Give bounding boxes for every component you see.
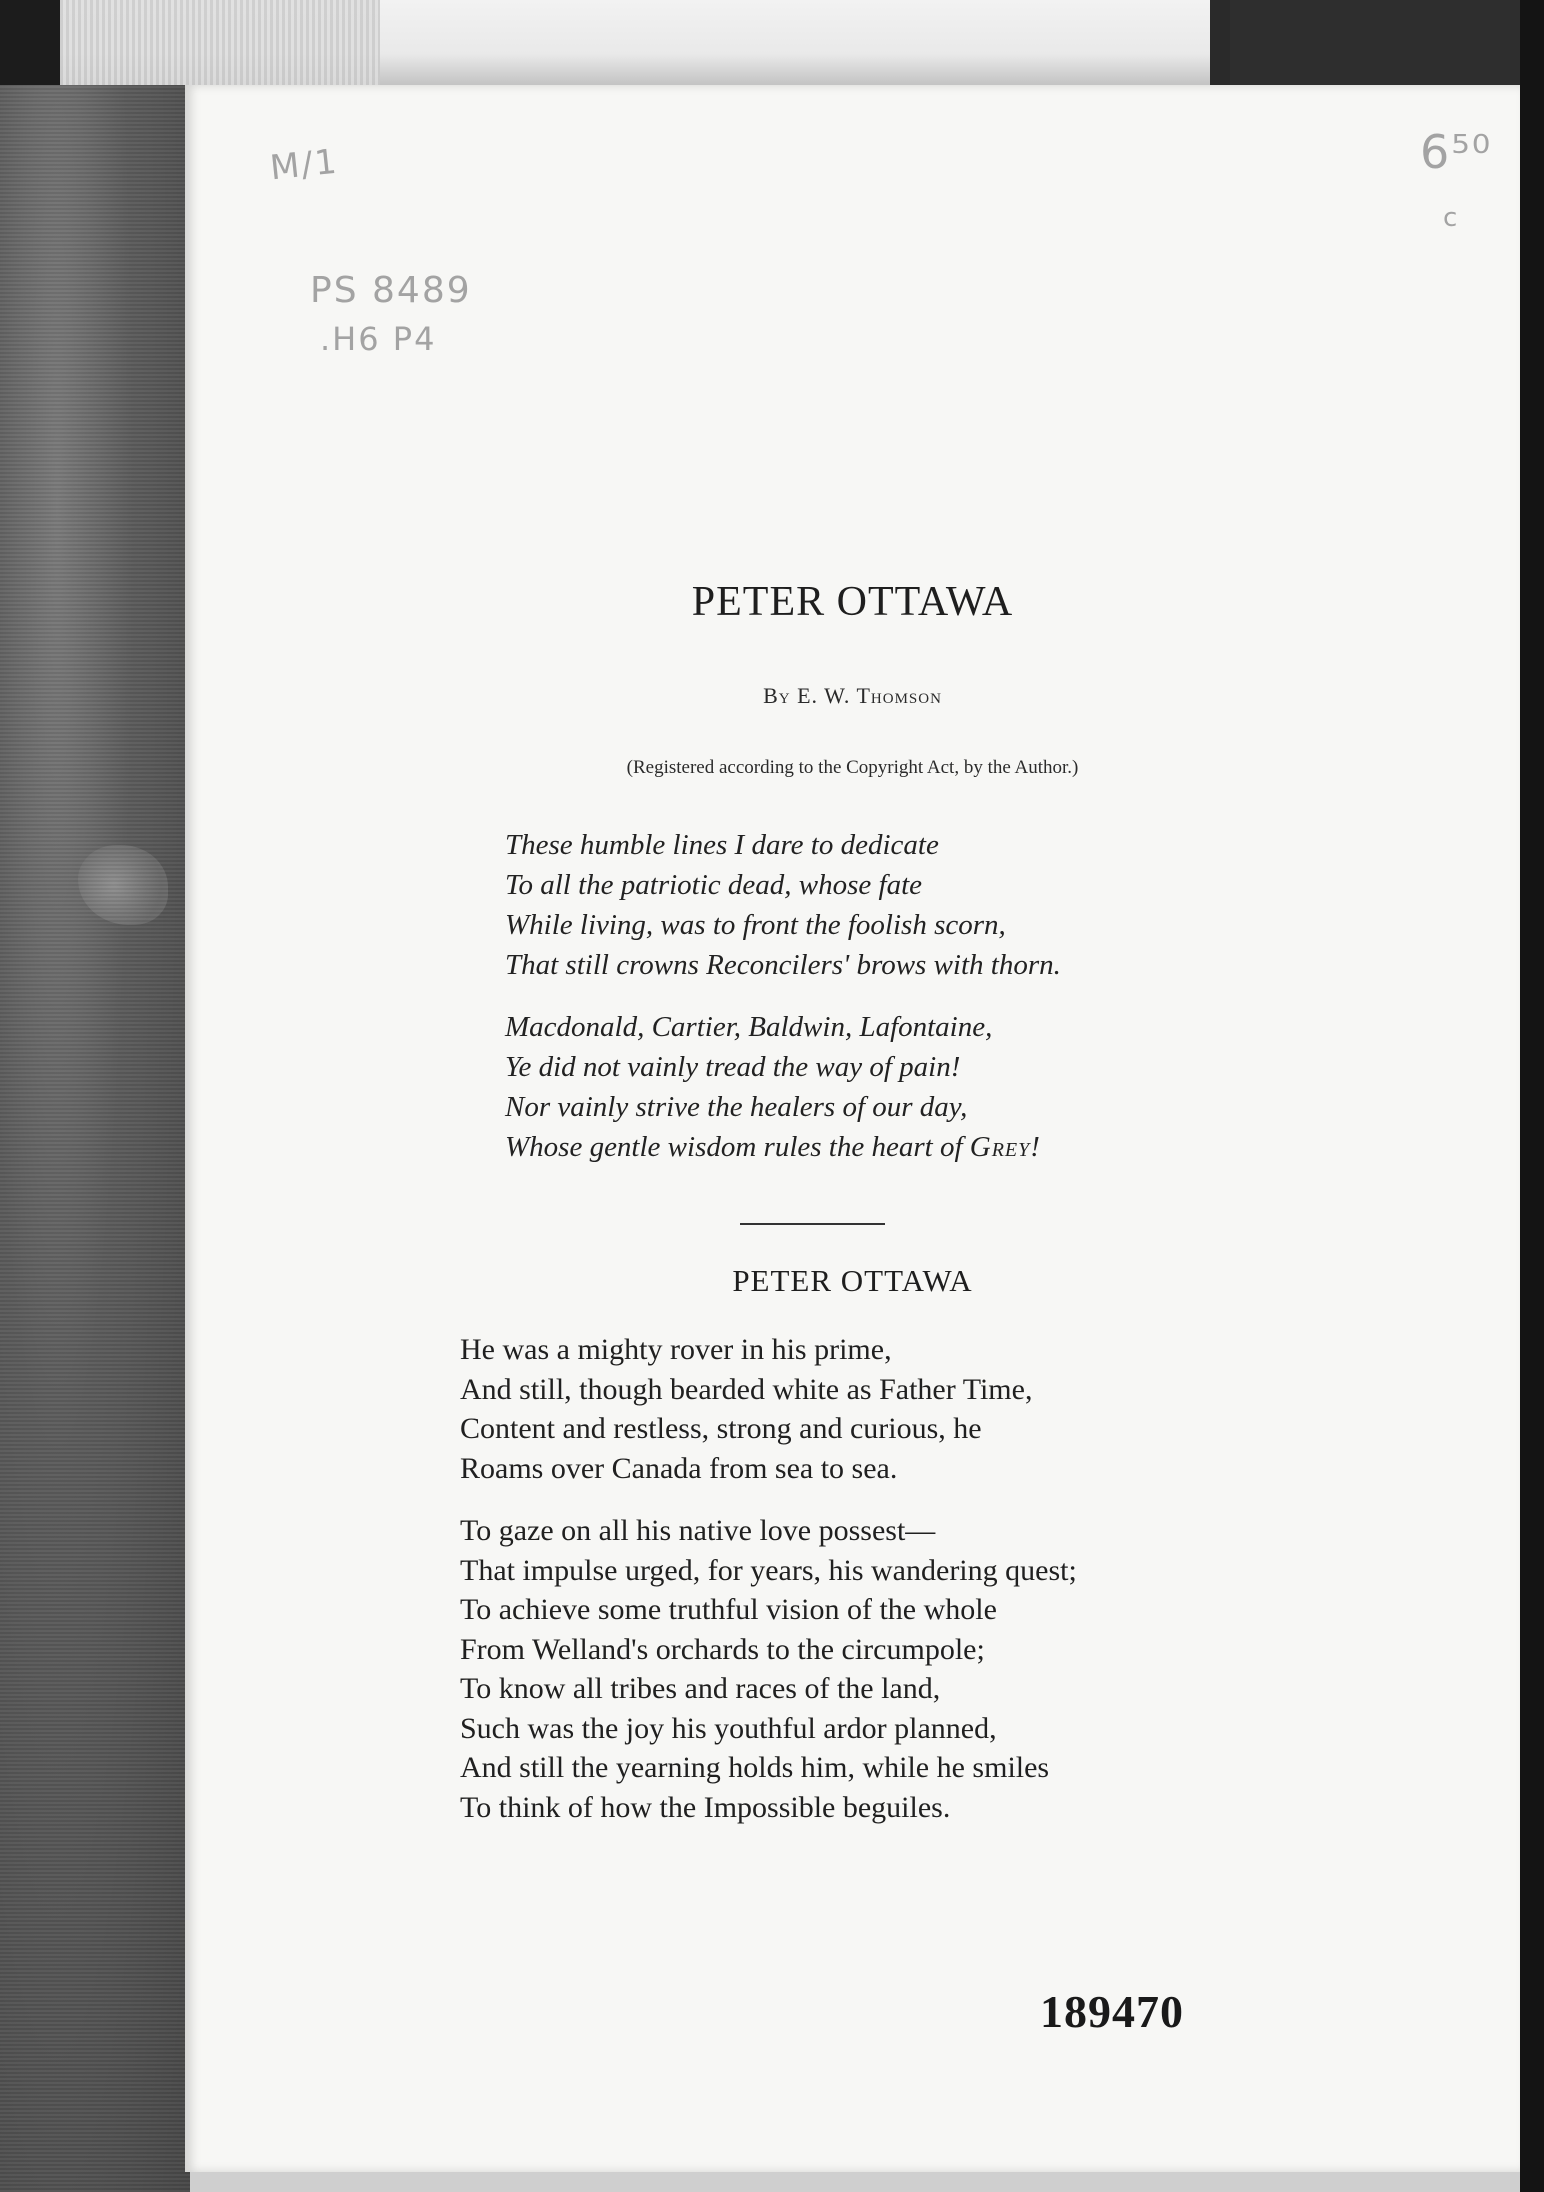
- dedication-line: While living, was to front the foolish scorn,: [505, 909, 1006, 941]
- poem-line: That impulse urged, for years, his wandering quest;: [460, 1553, 1077, 1587]
- book-cover-board: [0, 85, 190, 2192]
- scan-background-bottom: [190, 2172, 1520, 2192]
- document-page: [185, 85, 1520, 2172]
- scan-background-top-right: [1230, 0, 1544, 85]
- dedication-stanza: [505, 1007, 1225, 1167]
- pencil-note-letter: c: [1443, 203, 1460, 233]
- poem-line: He was a mighty rover in his prime,: [460, 1333, 892, 1366]
- scan-edge-right: [1520, 0, 1544, 2192]
- dedication-line: That still crowns Reconcilers' brows with thorn.: [505, 949, 1061, 981]
- dedication-line: Macdonald, Cartier, Baldwin, Lafontaine,: [505, 1011, 993, 1043]
- poem-line: Roams over Canada from sea to sea.: [460, 1451, 898, 1485]
- dedication-line: To all the patriotic dead, whose fate: [505, 869, 923, 901]
- dedication-stanza: [505, 825, 1225, 985]
- poem-line: To achieve some truthful vision of the whole: [460, 1593, 997, 1626]
- accession-number: 189470: [1040, 1986, 1184, 2037]
- poem-stanza: [460, 1511, 1320, 1827]
- pencil-call-number-line1: PS 8489: [310, 270, 472, 311]
- poem-line: To think of how the Impossible beguiles.: [460, 1790, 951, 1824]
- poem-title: PETER OTTAWA: [732, 1263, 973, 1298]
- dedication-line: Nor vainly strive the healers of our day,: [505, 1091, 968, 1123]
- poem-line: To know all tribes and races of the land,: [460, 1672, 941, 1705]
- poem-stanza: [460, 1330, 1320, 1488]
- pencil-note-price: 6⁵⁰: [1420, 125, 1493, 179]
- dedication-emphasis: Grey!: [969, 1131, 1041, 1163]
- dedication-line: These humble lines I dare to dedicate: [505, 829, 939, 861]
- dedication-line-last: [505, 1127, 1225, 1167]
- page-title: PETER OTTAWA: [691, 579, 1014, 625]
- poem-line: Content and restless, strong and curious, he: [460, 1412, 982, 1445]
- poem-line: Such was the joy his youthful ardor planned,: [460, 1711, 997, 1745]
- binding-cloth: [60, 0, 380, 95]
- poem-line: And still the yearning holds him, while he smiles: [460, 1751, 1050, 1784]
- poem-line: From Welland's orchards to the circumpole;: [460, 1632, 985, 1666]
- poem-body: [460, 1330, 1320, 1850]
- cover-stain: [78, 845, 168, 925]
- pencil-call-number-line2: .H6 P4: [320, 320, 437, 358]
- poem-line: To gaze on all his native love possest—: [460, 1514, 936, 1547]
- poem-line: And still, though bearded white as Father Time,: [460, 1372, 1033, 1406]
- copyright-notice: (Registered according to the Copyright Act, by the Author.): [626, 757, 1079, 778]
- pencil-note-shelf-mark: M/1: [268, 141, 341, 189]
- dedication-line: Ye did not vainly tread the way of pain!: [505, 1051, 961, 1083]
- dedication-line-text: Whose gentle wisdom rules the heart of: [505, 1131, 970, 1163]
- dedication: [505, 825, 1225, 1189]
- section-divider: [740, 1223, 885, 1225]
- byline: By E. W. Thomson: [763, 683, 942, 708]
